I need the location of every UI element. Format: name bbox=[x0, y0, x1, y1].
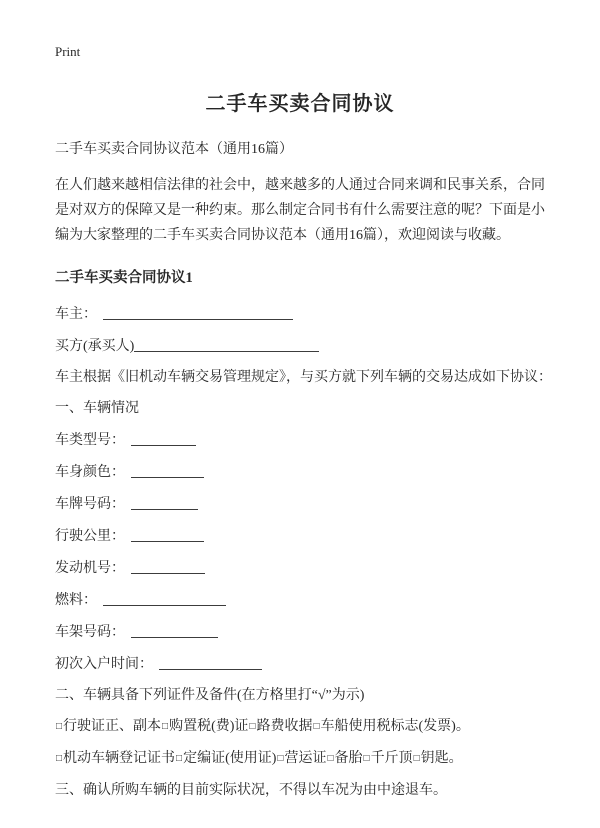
certificate-item: 机动车辆登记证书 bbox=[63, 751, 176, 766]
checkbox-icon: □ bbox=[249, 721, 256, 732]
checkbox-icon: □ bbox=[363, 753, 370, 764]
field-row-mileage bbox=[55, 526, 545, 546]
part-two-heading: 二、车辆具备下列证件及备件(在方格里打“√”为示) bbox=[55, 688, 365, 703]
buyer-label: 买方(承买人) bbox=[55, 339, 135, 354]
field-row-frame-number bbox=[55, 622, 545, 642]
checkbox-icon: □ bbox=[413, 753, 420, 764]
field-row-body-color bbox=[55, 462, 545, 482]
field-row-first-registration bbox=[55, 654, 545, 674]
buyer-row bbox=[55, 336, 545, 356]
part-three-text: 三、确认所购车辆的目前实际状况，不得以车况为由中途退车。 bbox=[55, 783, 447, 798]
owner-blank-line bbox=[103, 306, 293, 320]
certificate-item: 购置税(费)证 bbox=[169, 719, 249, 734]
field-label: 车牌号码： bbox=[55, 497, 125, 512]
field-label: 初次入户时间： bbox=[55, 657, 153, 672]
certificate-item: 备胎 bbox=[334, 751, 363, 766]
field-row-engine-number bbox=[55, 558, 545, 578]
certificates-line-1 bbox=[55, 717, 545, 737]
field-blank-line bbox=[159, 656, 262, 670]
field-label: 车类型号： bbox=[55, 433, 125, 448]
field-label: 燃料： bbox=[55, 593, 97, 608]
field-blank-line bbox=[131, 528, 204, 542]
owner-row bbox=[55, 304, 545, 324]
owner-label: 车主： bbox=[55, 307, 97, 322]
certificate-item: 行驶证正、副本 bbox=[63, 719, 162, 734]
part-one-heading: 一、车辆情况 bbox=[55, 401, 139, 416]
doc-subtitle: 二手车买卖合同协议范本（通用16篇） bbox=[55, 142, 293, 157]
checkbox-icon: □ bbox=[327, 753, 334, 764]
field-blank-line bbox=[103, 592, 226, 606]
certificate-item: 路费收据 bbox=[256, 719, 313, 734]
field-blank-line bbox=[131, 624, 218, 638]
certificate-item: 定编证(使用证) bbox=[183, 751, 277, 766]
section-1-heading: 二手车买卖合同协议1 bbox=[55, 270, 193, 286]
certificate-item: 千斤顶 bbox=[370, 751, 413, 766]
checkbox-icon: □ bbox=[56, 753, 63, 764]
checkbox-icon: □ bbox=[56, 721, 63, 732]
checkbox-icon: □ bbox=[277, 753, 284, 764]
field-blank-line bbox=[131, 560, 205, 574]
line-end-punctuation: 。 bbox=[448, 751, 463, 766]
buyer-blank-line bbox=[134, 338, 319, 352]
certificate-item: 车船使用税标志(发票) bbox=[320, 719, 456, 734]
field-row-vehicle-model bbox=[55, 430, 545, 450]
agreement-intro-line: 车主根据《旧机动车辆交易管理规定》，与买方就下列车辆的交易达成如下协议： bbox=[55, 370, 552, 385]
field-blank-line bbox=[131, 496, 198, 510]
line-end-punctuation: 。 bbox=[455, 719, 470, 734]
field-label: 车架号码： bbox=[55, 625, 125, 640]
field-label: 行驶公里： bbox=[55, 529, 125, 544]
certificates-line-2 bbox=[55, 749, 545, 769]
checkbox-icon: □ bbox=[176, 753, 183, 764]
checkbox-icon: □ bbox=[313, 721, 320, 732]
field-blank-line bbox=[131, 464, 204, 478]
certificate-item: 钥匙 bbox=[420, 751, 449, 766]
field-label: 车身颜色： bbox=[55, 465, 125, 480]
print-button[interactable]: Print bbox=[55, 44, 81, 59]
page-title: 二手车买卖合同协议 bbox=[205, 93, 395, 115]
field-row-plate-number bbox=[55, 494, 545, 514]
field-row-fuel bbox=[55, 590, 545, 610]
intro-paragraph: 在人们越来越相信法律的社会中，越来越多的人通过合同来调和民事关系，合同是对双方的保障又是一种约束。那么制定合同书有什么需要注意的呢？下面是小编为大家整理的二手车买卖合同协议范本（通用16篇），欢迎阅读与收藏。 bbox=[55, 178, 545, 243]
field-blank-line bbox=[131, 432, 196, 446]
field-label: 发动机号： bbox=[55, 561, 125, 576]
certificate-item: 营运证 bbox=[284, 751, 327, 766]
checkbox-icon: □ bbox=[162, 721, 169, 732]
